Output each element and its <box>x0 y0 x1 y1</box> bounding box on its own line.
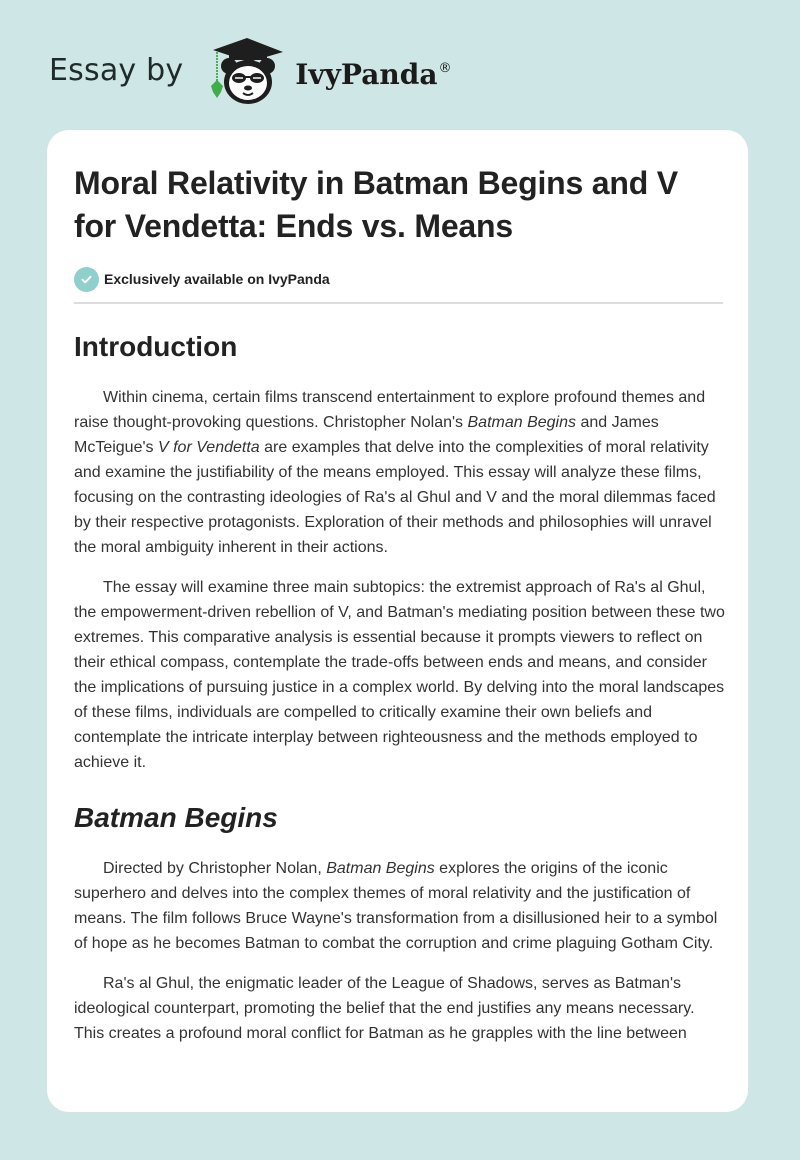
text-run: explores the origins of the iconic superhero and delves into the complex themes of moral relativity and the justification of means. The film follows Bruce Wayne's transformation from a disillusioned heir to a symbol of hope as he becomes Batman to combat the corruption and crime plaguing Gotham City. <box>74 860 718 952</box>
essay-by-label: Essay by <box>49 52 184 88</box>
text-run: are examples that delve into the complexities of moral relativity and examine the justifiability of the means employed. This essay will analyze these films, focusing on the contrasting ideologies of Ra's al Ghul and V and the moral dilemmas faced by their respective protagonists. Exploration of their methods and philosophies will unravel the moral ambiguity inherent in their actions. <box>74 439 716 556</box>
essay-card <box>47 130 748 1112</box>
ivypanda-logo-icon[interactable] <box>203 36 289 108</box>
paragraph <box>74 971 726 1046</box>
emphasized-title: Batman Begins <box>467 414 577 431</box>
paragraph <box>74 856 726 956</box>
emphasized-title: V for Vendetta <box>157 439 260 456</box>
registered-mark: ® <box>438 60 452 76</box>
exclusive-badge <box>74 265 721 293</box>
section-batman-begins <box>74 800 721 1046</box>
text-run: The essay will examine three main subtopics: the extremist approach of Ra's al Ghul, the empowerment-driven rebellion of V, and Batman's mediating position between these two extremes. This comparative analysis is essential because it prompts viewers to reflect on their ethical compass, contemplate the trade-offs between ends and means, and consider the implications of pursuing justice in a complex world. By delving into the moral landscapes of these films, individuals are compelled to critically examine their own beliefs and contemplate the intricate interplay between righteousness and the methods employed to achieve it. <box>74 579 725 771</box>
paragraph <box>74 385 726 560</box>
brand-name[interactable]: IvyPanda <box>295 57 438 91</box>
section-introduction <box>74 329 725 775</box>
emphasized-title: Batman Begins <box>326 860 435 877</box>
title-divider <box>74 302 723 304</box>
essay-title: Moral Relativity in Batman Begins and V for Vendetta: Ends vs. Means <box>74 165 678 244</box>
text-run: and James McTeigue's <box>74 414 659 456</box>
check-circle-icon <box>74 267 99 292</box>
site-header <box>49 36 451 108</box>
paragraph <box>74 575 726 775</box>
text-run: Directed by Christopher Nolan, <box>103 860 327 877</box>
exclusive-label: Exclusively available on IvyPanda <box>104 271 330 287</box>
text-run: Ra's al Ghul, the enigmatic leader of the League of Shadows, serves as Batman's ideological counterpart, promoting the belief that the end justifies any means necessary. This creates a profound moral conflict for Batman as he grapples with the line between <box>74 975 695 1042</box>
section-heading: Introduction <box>74 331 238 362</box>
section-heading: Batman Begins <box>74 802 278 833</box>
text-run: Within cinema, certain films transcend entertainment to explore profound themes and raise thought-provoking questions. Christopher Nolan's <box>74 389 706 431</box>
